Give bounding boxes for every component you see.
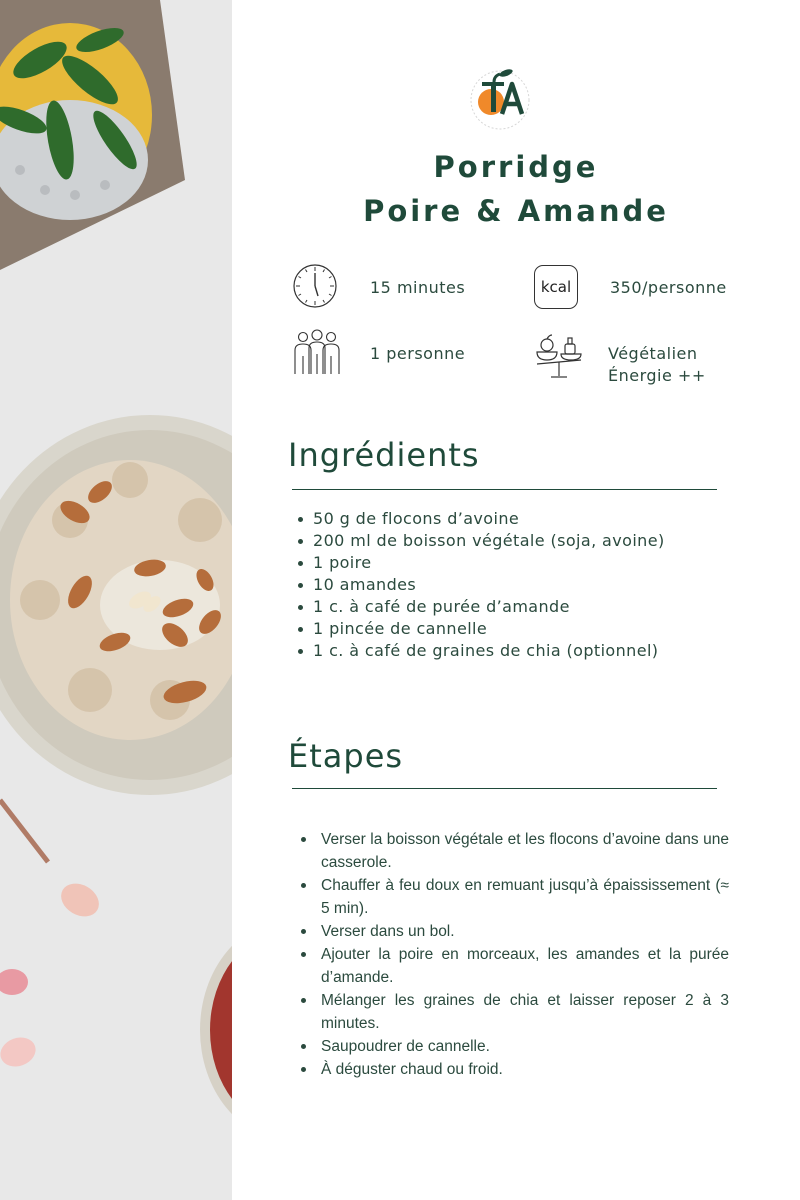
ingredient-item: 1 poire: [295, 552, 765, 574]
ingredient-item: 1 c. à café de purée d’amande: [295, 596, 765, 618]
ingredient-item: 10 amandes: [295, 574, 765, 596]
recipe-title-line1: Porridge: [433, 150, 599, 184]
step-item: À déguster chaud ou froid.: [296, 1058, 729, 1081]
ingredient-item: 1 pincée de cannelle: [295, 618, 765, 640]
diet-line1: Végétalien: [608, 344, 698, 363]
step-item: Verser dans un bol.: [296, 920, 729, 943]
recipe-title-line2: Poire & Amande: [363, 194, 669, 228]
prep-time: 15 minutes: [370, 278, 466, 297]
diet-line2: Énergie ++: [608, 366, 706, 385]
ingredients-list: [295, 508, 765, 662]
step-item: Ajouter la poire en morceaux, les amandes et la purée d’amande.: [296, 943, 729, 989]
steps-list: [296, 828, 729, 1081]
ingredient-item: 50 g de flocons d’avoine: [295, 508, 765, 530]
step-item: Verser la boisson végétale et les flocons d’avoine dans une casserole.: [296, 828, 729, 874]
recipe-card: [232, 0, 800, 1200]
kcal-label: kcal: [540, 278, 572, 296]
clock-icon: [292, 263, 338, 309]
apple-logo-icon: [468, 58, 532, 130]
kcal-badge: [534, 265, 578, 309]
servings: 1 personne: [370, 344, 466, 363]
steps-heading: Étapes: [288, 737, 404, 775]
calories: 350/personne: [610, 278, 727, 297]
balance-scale-icon: [533, 330, 585, 382]
ingredients-heading: Ingrédients: [288, 436, 480, 474]
step-item: Chauffer à feu doux en remuant jusqu’à épaississement (≈ 5 min).: [296, 874, 729, 920]
porridge-photo-illustration: [0, 0, 232, 1200]
food-photo: [0, 0, 232, 1200]
step-item: Saupoudrer de cannelle.: [296, 1035, 729, 1058]
ingredient-item: 200 ml de boisson végétale (soja, avoine): [295, 530, 765, 552]
ingredient-item: 1 c. à café de graines de chia (optionnel): [295, 640, 765, 662]
step-item: Mélanger les graines de chia et laisser reposer 2 à 3 minutes.: [296, 989, 729, 1035]
ingredients-divider: [292, 489, 717, 490]
steps-divider: [292, 788, 717, 789]
people-icon: [292, 328, 342, 376]
